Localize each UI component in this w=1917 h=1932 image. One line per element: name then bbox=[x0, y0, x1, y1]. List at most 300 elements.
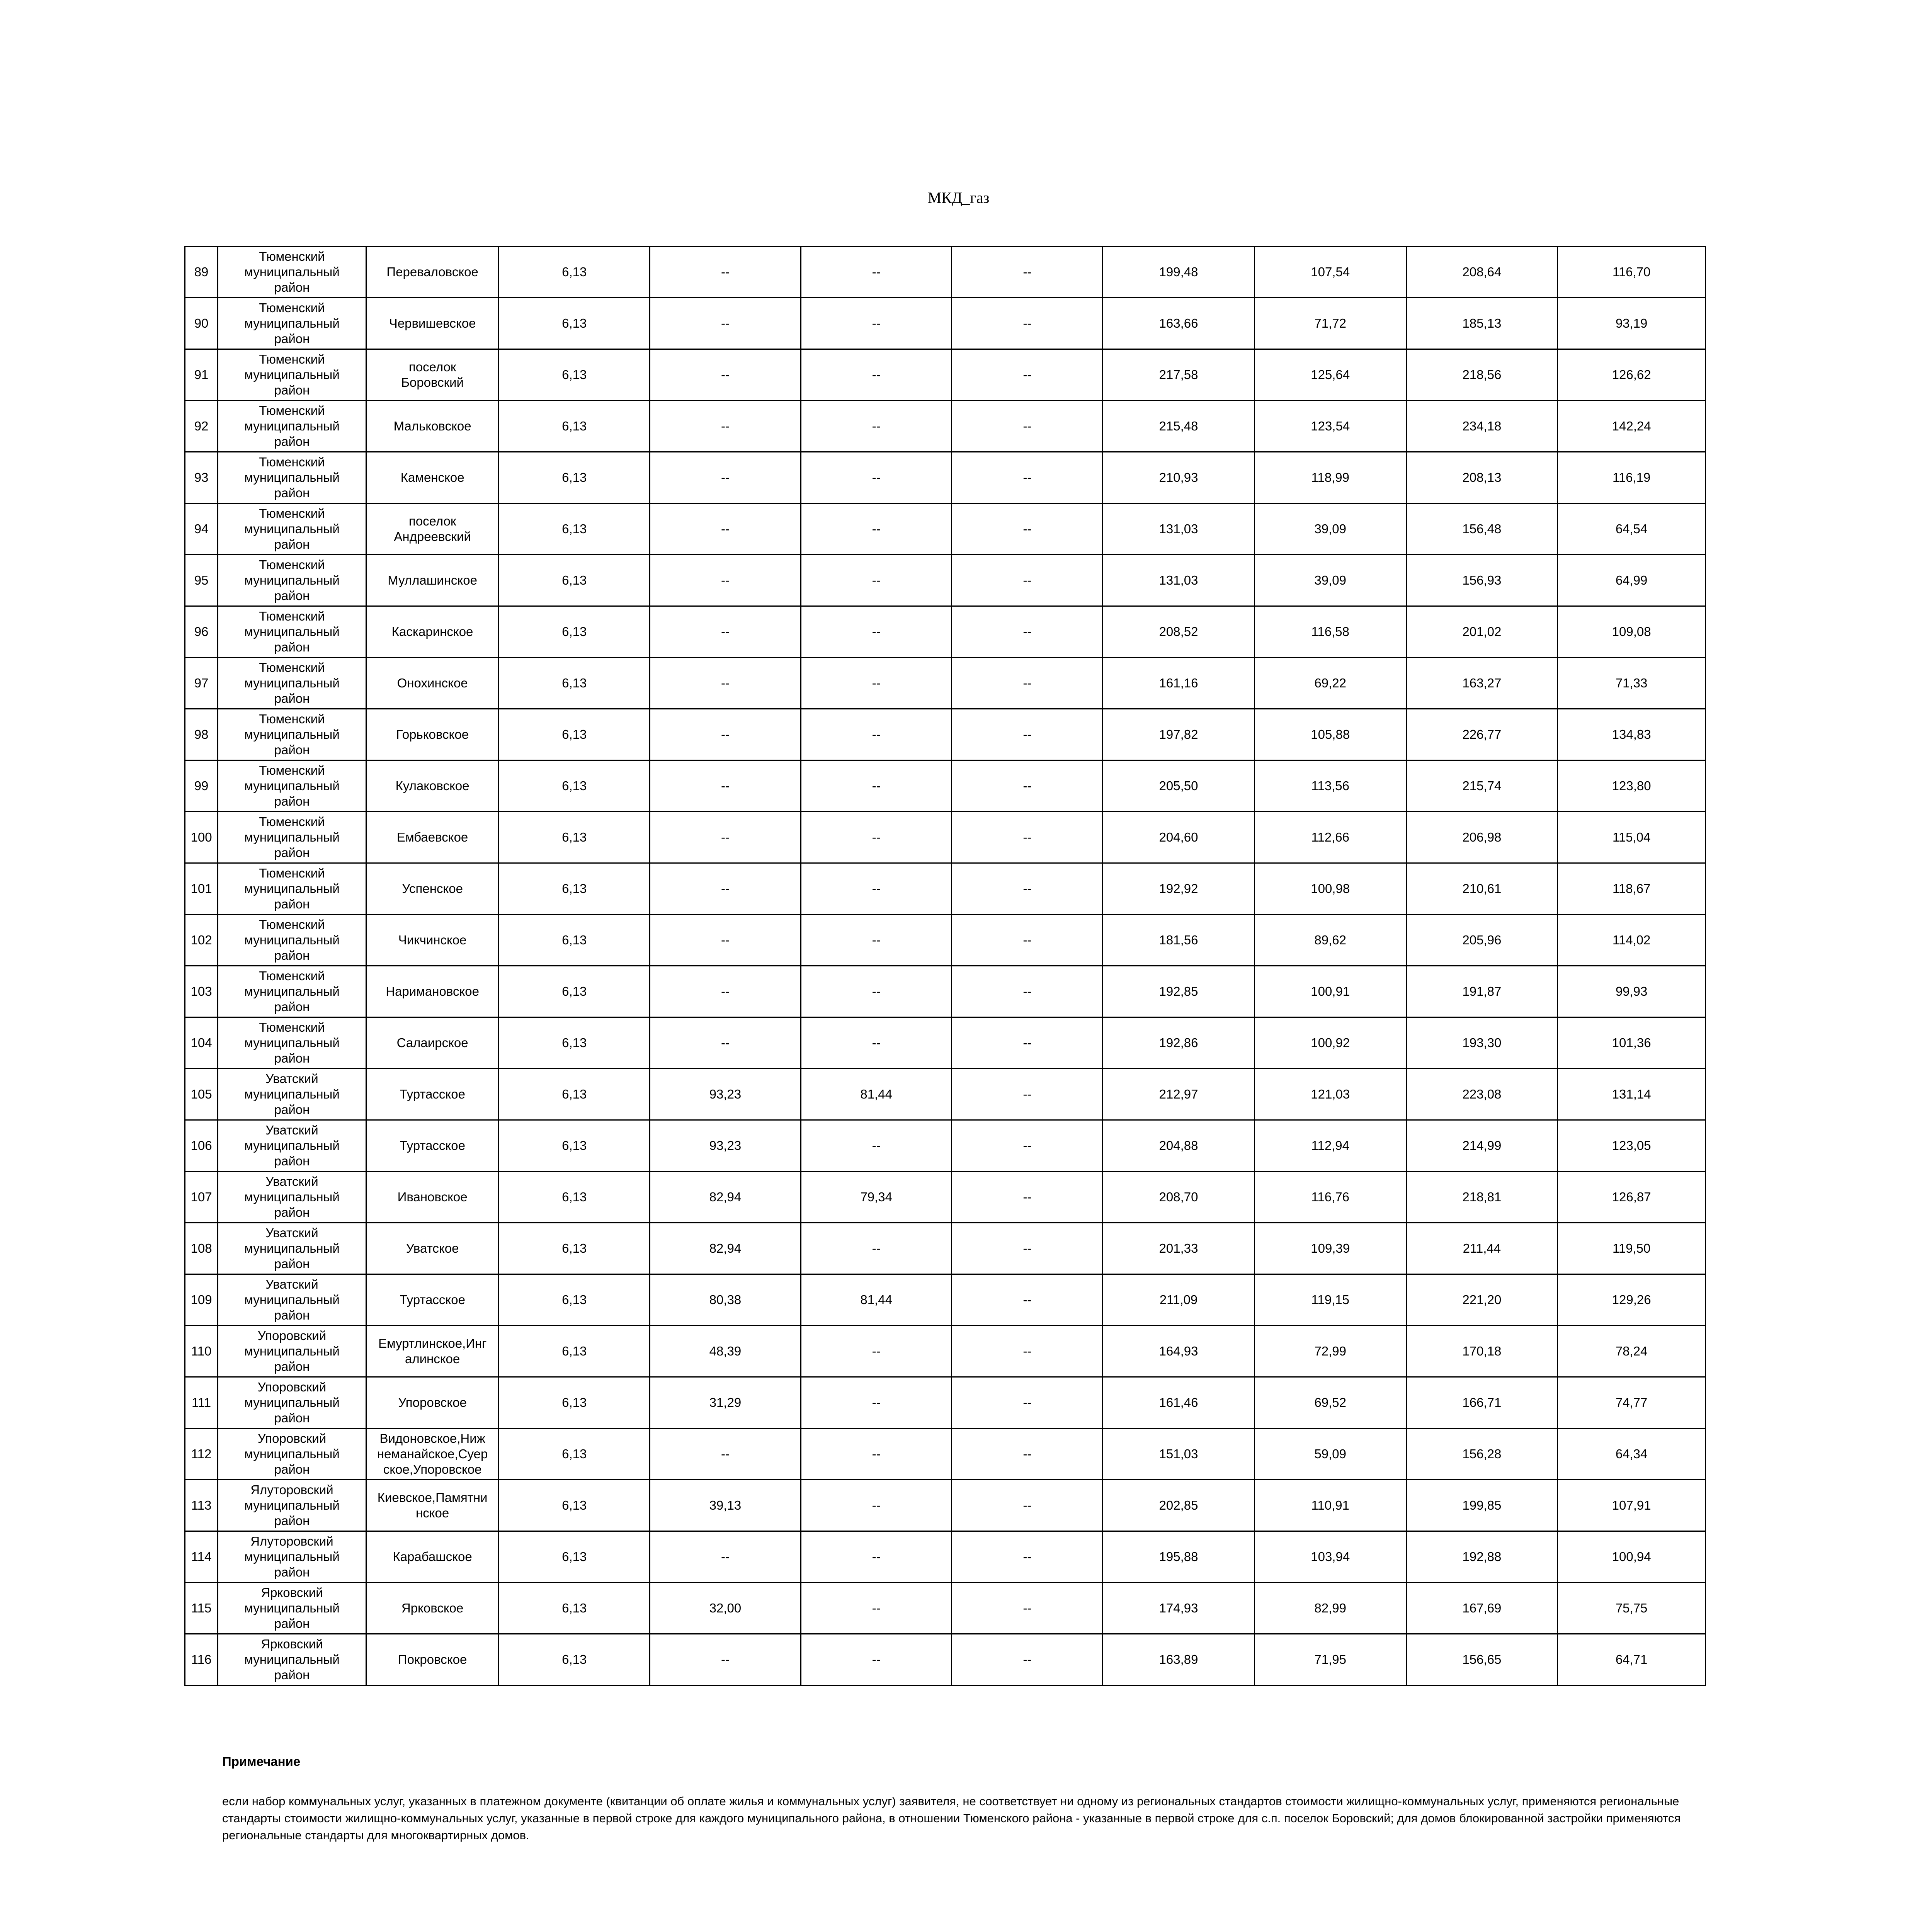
value-cell-8: 74,77 bbox=[1558, 1377, 1706, 1429]
value-cell-4: -- bbox=[952, 1120, 1103, 1172]
value-cell-8: 78,24 bbox=[1558, 1326, 1706, 1377]
value-cell-4: -- bbox=[952, 1017, 1103, 1069]
value-cell-4: -- bbox=[952, 760, 1103, 812]
value-cell-2: -- bbox=[650, 503, 801, 555]
settlement-cell: поселок Боровский bbox=[366, 349, 499, 401]
value-cell-7: 156,48 bbox=[1406, 503, 1558, 555]
table-row bbox=[185, 1634, 1706, 1685]
settlement-cell: Салаирское bbox=[366, 1017, 499, 1069]
value-cell-4: -- bbox=[952, 658, 1103, 709]
district-cell: Ялуторовский муниципальный район bbox=[218, 1480, 366, 1531]
table-row bbox=[185, 1223, 1706, 1274]
value-cell-2: 93,23 bbox=[650, 1120, 801, 1172]
value-cell-8: 71,33 bbox=[1558, 658, 1706, 709]
value-cell-4: -- bbox=[952, 349, 1103, 401]
value-cell-5: 163,89 bbox=[1103, 1634, 1255, 1685]
row-number-cell: 114 bbox=[185, 1531, 218, 1583]
value-cell-8: 64,34 bbox=[1558, 1429, 1706, 1480]
value-cell-7: 206,98 bbox=[1406, 812, 1558, 863]
value-cell-1: 6,13 bbox=[499, 1480, 650, 1531]
value-cell-8: 99,93 bbox=[1558, 966, 1706, 1017]
value-cell-3: -- bbox=[801, 1531, 952, 1583]
value-cell-2: 32,00 bbox=[650, 1583, 801, 1634]
table-row bbox=[185, 1429, 1706, 1480]
value-cell-1: 6,13 bbox=[499, 247, 650, 298]
settlement-cell: Каскаринское bbox=[366, 606, 499, 658]
value-cell-8: 115,04 bbox=[1558, 812, 1706, 863]
value-cell-3: -- bbox=[801, 863, 952, 915]
value-cell-3: -- bbox=[801, 606, 952, 658]
value-cell-6: 125,64 bbox=[1254, 349, 1406, 401]
table-row bbox=[185, 658, 1706, 709]
value-cell-7: 170,18 bbox=[1406, 1326, 1558, 1377]
value-cell-1: 6,13 bbox=[499, 1172, 650, 1223]
value-cell-4: -- bbox=[952, 401, 1103, 452]
value-cell-2: -- bbox=[650, 349, 801, 401]
value-cell-1: 6,13 bbox=[499, 1017, 650, 1069]
table-row bbox=[185, 247, 1706, 298]
table-row bbox=[185, 1120, 1706, 1172]
settlement-cell: Карабашское bbox=[366, 1531, 499, 1583]
value-cell-5: 161,16 bbox=[1103, 658, 1255, 709]
value-cell-5: 208,52 bbox=[1103, 606, 1255, 658]
value-cell-2: -- bbox=[650, 812, 801, 863]
value-cell-4: -- bbox=[952, 452, 1103, 503]
value-cell-1: 6,13 bbox=[499, 452, 650, 503]
value-cell-6: 119,15 bbox=[1254, 1274, 1406, 1326]
row-number-cell: 103 bbox=[185, 966, 218, 1017]
settlement-cell: Онохинское bbox=[366, 658, 499, 709]
district-cell: Тюменский муниципальный район bbox=[218, 709, 366, 760]
value-cell-5: 202,85 bbox=[1103, 1480, 1255, 1531]
settlement-cell: Мальковское bbox=[366, 401, 499, 452]
district-cell: Ярковский муниципальный район bbox=[218, 1583, 366, 1634]
table-row bbox=[185, 709, 1706, 760]
value-cell-2: -- bbox=[650, 452, 801, 503]
district-cell: Уватский муниципальный район bbox=[218, 1069, 366, 1120]
value-cell-8: 114,02 bbox=[1558, 915, 1706, 966]
table-row bbox=[185, 1531, 1706, 1583]
row-number-cell: 106 bbox=[185, 1120, 218, 1172]
value-cell-6: 105,88 bbox=[1254, 709, 1406, 760]
value-cell-5: 211,09 bbox=[1103, 1274, 1255, 1326]
settlement-cell: Ембаевское bbox=[366, 812, 499, 863]
value-cell-8: 123,80 bbox=[1558, 760, 1706, 812]
value-cell-6: 100,92 bbox=[1254, 1017, 1406, 1069]
value-cell-2: -- bbox=[650, 1634, 801, 1685]
row-number-cell: 108 bbox=[185, 1223, 218, 1274]
settlement-cell: Упоровское bbox=[366, 1377, 499, 1429]
value-cell-3: -- bbox=[801, 709, 952, 760]
value-cell-5: 215,48 bbox=[1103, 401, 1255, 452]
value-cell-4: -- bbox=[952, 1377, 1103, 1429]
table-row bbox=[185, 298, 1706, 349]
value-cell-5: 197,82 bbox=[1103, 709, 1255, 760]
value-cell-1: 6,13 bbox=[499, 1583, 650, 1634]
district-cell: Тюменский муниципальный район bbox=[218, 760, 366, 812]
value-cell-2: 48,39 bbox=[650, 1326, 801, 1377]
value-cell-3: -- bbox=[801, 915, 952, 966]
value-cell-6: 113,56 bbox=[1254, 760, 1406, 812]
row-number-cell: 116 bbox=[185, 1634, 218, 1685]
value-cell-2: 31,29 bbox=[650, 1377, 801, 1429]
value-cell-1: 6,13 bbox=[499, 1120, 650, 1172]
row-number-cell: 98 bbox=[185, 709, 218, 760]
value-cell-1: 6,13 bbox=[499, 760, 650, 812]
value-cell-5: 163,66 bbox=[1103, 298, 1255, 349]
district-cell: Ялуторовский муниципальный район bbox=[218, 1531, 366, 1583]
value-cell-6: 116,76 bbox=[1254, 1172, 1406, 1223]
value-cell-2: -- bbox=[650, 658, 801, 709]
value-cell-1: 6,13 bbox=[499, 863, 650, 915]
value-cell-1: 6,13 bbox=[499, 812, 650, 863]
value-cell-3: -- bbox=[801, 1634, 952, 1685]
table-row bbox=[185, 349, 1706, 401]
row-number-cell: 107 bbox=[185, 1172, 218, 1223]
value-cell-5: 151,03 bbox=[1103, 1429, 1255, 1480]
value-cell-1: 6,13 bbox=[499, 1069, 650, 1120]
value-cell-2: -- bbox=[650, 709, 801, 760]
value-cell-5: 217,58 bbox=[1103, 349, 1255, 401]
district-cell: Тюменский муниципальный район bbox=[218, 812, 366, 863]
value-cell-1: 6,13 bbox=[499, 658, 650, 709]
value-cell-7: 221,20 bbox=[1406, 1274, 1558, 1326]
value-cell-8: 131,14 bbox=[1558, 1069, 1706, 1120]
value-cell-7: 234,18 bbox=[1406, 401, 1558, 452]
value-cell-1: 6,13 bbox=[499, 555, 650, 606]
value-cell-3: -- bbox=[801, 452, 952, 503]
value-cell-7: 192,88 bbox=[1406, 1531, 1558, 1583]
value-cell-7: 185,13 bbox=[1406, 298, 1558, 349]
table-row bbox=[185, 606, 1706, 658]
value-cell-6: 39,09 bbox=[1254, 555, 1406, 606]
value-cell-3: -- bbox=[801, 401, 952, 452]
value-cell-1: 6,13 bbox=[499, 1223, 650, 1274]
value-cell-5: 192,86 bbox=[1103, 1017, 1255, 1069]
value-cell-7: 218,81 bbox=[1406, 1172, 1558, 1223]
value-cell-4: -- bbox=[952, 1480, 1103, 1531]
value-cell-8: 126,62 bbox=[1558, 349, 1706, 401]
standards-table bbox=[184, 246, 1706, 1686]
value-cell-7: 210,61 bbox=[1406, 863, 1558, 915]
value-cell-7: 223,08 bbox=[1406, 1069, 1558, 1120]
value-cell-3: -- bbox=[801, 1583, 952, 1634]
district-cell: Уватский муниципальный район bbox=[218, 1120, 366, 1172]
value-cell-3: 81,44 bbox=[801, 1274, 952, 1326]
value-cell-8: 142,24 bbox=[1558, 401, 1706, 452]
value-cell-6: 109,39 bbox=[1254, 1223, 1406, 1274]
settlement-cell: Покровское bbox=[366, 1634, 499, 1685]
value-cell-1: 6,13 bbox=[499, 503, 650, 555]
table-row bbox=[185, 503, 1706, 555]
table-row bbox=[185, 863, 1706, 915]
table-row bbox=[185, 452, 1706, 503]
value-cell-2: -- bbox=[650, 606, 801, 658]
value-cell-7: 166,71 bbox=[1406, 1377, 1558, 1429]
value-cell-1: 6,13 bbox=[499, 1429, 650, 1480]
row-number-cell: 102 bbox=[185, 915, 218, 966]
value-cell-4: -- bbox=[952, 1583, 1103, 1634]
value-cell-1: 6,13 bbox=[499, 349, 650, 401]
value-cell-6: 107,54 bbox=[1254, 247, 1406, 298]
row-number-cell: 96 bbox=[185, 606, 218, 658]
value-cell-5: 181,56 bbox=[1103, 915, 1255, 966]
settlement-cell: Кулаковское bbox=[366, 760, 499, 812]
value-cell-8: 109,08 bbox=[1558, 606, 1706, 658]
row-number-cell: 104 bbox=[185, 1017, 218, 1069]
settlement-cell: Туртасское bbox=[366, 1274, 499, 1326]
district-cell: Тюменский муниципальный район bbox=[218, 298, 366, 349]
value-cell-3: -- bbox=[801, 658, 952, 709]
value-cell-5: 192,92 bbox=[1103, 863, 1255, 915]
settlement-cell: Емуртлинское,Инг алинское bbox=[366, 1326, 499, 1377]
district-cell: Тюменский муниципальный район bbox=[218, 863, 366, 915]
table-row bbox=[185, 1017, 1706, 1069]
value-cell-2: -- bbox=[650, 298, 801, 349]
value-cell-5: 204,88 bbox=[1103, 1120, 1255, 1172]
value-cell-6: 100,98 bbox=[1254, 863, 1406, 915]
value-cell-1: 6,13 bbox=[499, 1274, 650, 1326]
value-cell-3: -- bbox=[801, 760, 952, 812]
value-cell-5: 212,97 bbox=[1103, 1069, 1255, 1120]
district-cell: Ярковский муниципальный район bbox=[218, 1634, 366, 1685]
value-cell-4: -- bbox=[952, 812, 1103, 863]
value-cell-7: 199,85 bbox=[1406, 1480, 1558, 1531]
value-cell-6: 72,99 bbox=[1254, 1326, 1406, 1377]
value-cell-3: -- bbox=[801, 1480, 952, 1531]
value-cell-6: 89,62 bbox=[1254, 915, 1406, 966]
table-row bbox=[185, 1583, 1706, 1634]
row-number-cell: 113 bbox=[185, 1480, 218, 1531]
value-cell-2: -- bbox=[650, 966, 801, 1017]
value-cell-3: -- bbox=[801, 298, 952, 349]
value-cell-2: -- bbox=[650, 1429, 801, 1480]
settlement-cell: Горьковское bbox=[366, 709, 499, 760]
value-cell-2: 80,38 bbox=[650, 1274, 801, 1326]
row-number-cell: 111 bbox=[185, 1377, 218, 1429]
value-cell-3: -- bbox=[801, 503, 952, 555]
table-row bbox=[185, 1172, 1706, 1223]
value-cell-8: 64,99 bbox=[1558, 555, 1706, 606]
row-number-cell: 93 bbox=[185, 452, 218, 503]
settlement-cell: Туртасское bbox=[366, 1120, 499, 1172]
value-cell-6: 100,91 bbox=[1254, 966, 1406, 1017]
value-cell-4: -- bbox=[952, 1634, 1103, 1685]
district-cell: Тюменский муниципальный район bbox=[218, 401, 366, 452]
value-cell-6: 103,94 bbox=[1254, 1531, 1406, 1583]
value-cell-8: 119,50 bbox=[1558, 1223, 1706, 1274]
value-cell-6: 69,22 bbox=[1254, 658, 1406, 709]
value-cell-2: -- bbox=[650, 401, 801, 452]
value-cell-6: 110,91 bbox=[1254, 1480, 1406, 1531]
value-cell-6: 71,95 bbox=[1254, 1634, 1406, 1685]
row-number-cell: 92 bbox=[185, 401, 218, 452]
value-cell-2: 93,23 bbox=[650, 1069, 801, 1120]
settlement-cell: Каменское bbox=[366, 452, 499, 503]
value-cell-5: 201,33 bbox=[1103, 1223, 1255, 1274]
table-row bbox=[185, 915, 1706, 966]
row-number-cell: 105 bbox=[185, 1069, 218, 1120]
value-cell-7: 211,44 bbox=[1406, 1223, 1558, 1274]
value-cell-1: 6,13 bbox=[499, 709, 650, 760]
row-number-cell: 94 bbox=[185, 503, 218, 555]
settlement-cell: поселок Андреевский bbox=[366, 503, 499, 555]
value-cell-6: 116,58 bbox=[1254, 606, 1406, 658]
settlement-cell: Наримановское bbox=[366, 966, 499, 1017]
table-row bbox=[185, 1326, 1706, 1377]
table-row bbox=[185, 555, 1706, 606]
value-cell-7: 156,28 bbox=[1406, 1429, 1558, 1480]
value-cell-3: -- bbox=[801, 1120, 952, 1172]
value-cell-4: -- bbox=[952, 247, 1103, 298]
value-cell-4: -- bbox=[952, 298, 1103, 349]
value-cell-2: -- bbox=[650, 863, 801, 915]
value-cell-6: 69,52 bbox=[1254, 1377, 1406, 1429]
district-cell: Тюменский муниципальный район bbox=[218, 503, 366, 555]
district-cell: Тюменский муниципальный район bbox=[218, 606, 366, 658]
table-row bbox=[185, 812, 1706, 863]
settlement-cell: Муллашинское bbox=[366, 555, 499, 606]
value-cell-7: 156,65 bbox=[1406, 1634, 1558, 1685]
value-cell-7: 193,30 bbox=[1406, 1017, 1558, 1069]
row-number-cell: 91 bbox=[185, 349, 218, 401]
value-cell-4: -- bbox=[952, 1274, 1103, 1326]
value-cell-4: -- bbox=[952, 915, 1103, 966]
value-cell-4: -- bbox=[952, 966, 1103, 1017]
value-cell-1: 6,13 bbox=[499, 966, 650, 1017]
value-cell-1: 6,13 bbox=[499, 915, 650, 966]
value-cell-6: 82,99 bbox=[1254, 1583, 1406, 1634]
settlement-cell: Переваловское bbox=[366, 247, 499, 298]
row-number-cell: 115 bbox=[185, 1583, 218, 1634]
value-cell-1: 6,13 bbox=[499, 298, 650, 349]
district-cell: Уватский муниципальный район bbox=[218, 1274, 366, 1326]
row-number-cell: 101 bbox=[185, 863, 218, 915]
district-cell: Тюменский муниципальный район bbox=[218, 1017, 366, 1069]
district-cell: Упоровский муниципальный район bbox=[218, 1326, 366, 1377]
value-cell-6: 59,09 bbox=[1254, 1429, 1406, 1480]
value-cell-5: 174,93 bbox=[1103, 1583, 1255, 1634]
value-cell-6: 121,03 bbox=[1254, 1069, 1406, 1120]
value-cell-3: 81,44 bbox=[801, 1069, 952, 1120]
table-row bbox=[185, 1274, 1706, 1326]
value-cell-5: 164,93 bbox=[1103, 1326, 1255, 1377]
row-number-cell: 100 bbox=[185, 812, 218, 863]
value-cell-1: 6,13 bbox=[499, 1531, 650, 1583]
value-cell-8: 100,94 bbox=[1558, 1531, 1706, 1583]
value-cell-4: -- bbox=[952, 1172, 1103, 1223]
district-cell: Упоровский муниципальный район bbox=[218, 1377, 366, 1429]
value-cell-7: 215,74 bbox=[1406, 760, 1558, 812]
note-title: Примечание bbox=[222, 1754, 301, 1769]
value-cell-6: 71,72 bbox=[1254, 298, 1406, 349]
district-cell: Тюменский муниципальный район bbox=[218, 915, 366, 966]
value-cell-2: -- bbox=[650, 1017, 801, 1069]
value-cell-7: 226,77 bbox=[1406, 709, 1558, 760]
district-cell: Тюменский муниципальный район bbox=[218, 247, 366, 298]
value-cell-3: -- bbox=[801, 349, 952, 401]
district-cell: Тюменский муниципальный район bbox=[218, 966, 366, 1017]
district-cell: Тюменский муниципальный район bbox=[218, 555, 366, 606]
table-row bbox=[185, 966, 1706, 1017]
table-row bbox=[185, 401, 1706, 452]
value-cell-2: 82,94 bbox=[650, 1172, 801, 1223]
value-cell-5: 210,93 bbox=[1103, 452, 1255, 503]
value-cell-4: -- bbox=[952, 555, 1103, 606]
value-cell-3: -- bbox=[801, 1017, 952, 1069]
value-cell-2: -- bbox=[650, 915, 801, 966]
value-cell-8: 75,75 bbox=[1558, 1583, 1706, 1634]
settlement-cell: Ивановское bbox=[366, 1172, 499, 1223]
value-cell-4: -- bbox=[952, 709, 1103, 760]
table-row bbox=[185, 1069, 1706, 1120]
value-cell-6: 123,54 bbox=[1254, 401, 1406, 452]
value-cell-6: 112,94 bbox=[1254, 1120, 1406, 1172]
value-cell-8: 64,71 bbox=[1558, 1634, 1706, 1685]
value-cell-5: 161,46 bbox=[1103, 1377, 1255, 1429]
value-cell-7: 156,93 bbox=[1406, 555, 1558, 606]
value-cell-6: 112,66 bbox=[1254, 812, 1406, 863]
value-cell-8: 123,05 bbox=[1558, 1120, 1706, 1172]
row-number-cell: 99 bbox=[185, 760, 218, 812]
settlement-cell: Ярковское bbox=[366, 1583, 499, 1634]
value-cell-4: -- bbox=[952, 1429, 1103, 1480]
value-cell-4: -- bbox=[952, 1223, 1103, 1274]
value-cell-2: -- bbox=[650, 247, 801, 298]
value-cell-7: 201,02 bbox=[1406, 606, 1558, 658]
value-cell-2: -- bbox=[650, 555, 801, 606]
value-cell-5: 199,48 bbox=[1103, 247, 1255, 298]
value-cell-7: 214,99 bbox=[1406, 1120, 1558, 1172]
value-cell-4: -- bbox=[952, 1069, 1103, 1120]
value-cell-2: -- bbox=[650, 1531, 801, 1583]
table-row bbox=[185, 1377, 1706, 1429]
district-cell: Тюменский муниципальный район bbox=[218, 658, 366, 709]
row-number-cell: 110 bbox=[185, 1326, 218, 1377]
note-text: если набор коммунальных услуг, указанных в платежном документе (квитанции об оплате жилья и коммунальных услуг) заявителя, не соответствует ни одному из региональных стандартов стоимости жилищно-коммунальных услуг, применяются региональные стандарты стоимости жилищно-коммунальных услуг, указанные в первой строке для каждого муниципального района, в отношении Тюменского района - указанные в первой строке для с.п. поселок Боровский; для домов блокированной застройки применяются региональные стандарты для многоквартирных домов. bbox=[222, 1794, 1681, 1842]
value-cell-8: 64,54 bbox=[1558, 503, 1706, 555]
value-cell-6: 39,09 bbox=[1254, 503, 1406, 555]
row-number-cell: 109 bbox=[185, 1274, 218, 1326]
value-cell-7: 163,27 bbox=[1406, 658, 1558, 709]
value-cell-8: 93,19 bbox=[1558, 298, 1706, 349]
settlement-cell: Успенское bbox=[366, 863, 499, 915]
value-cell-7: 205,96 bbox=[1406, 915, 1558, 966]
value-cell-7: 208,64 bbox=[1406, 247, 1558, 298]
value-cell-3: -- bbox=[801, 1223, 952, 1274]
value-cell-5: 204,60 bbox=[1103, 812, 1255, 863]
row-number-cell: 95 bbox=[185, 555, 218, 606]
value-cell-8: 107,91 bbox=[1558, 1480, 1706, 1531]
value-cell-1: 6,13 bbox=[499, 606, 650, 658]
settlement-cell: Уватское bbox=[366, 1223, 499, 1274]
value-cell-7: 167,69 bbox=[1406, 1583, 1558, 1634]
value-cell-3: 79,34 bbox=[801, 1172, 952, 1223]
value-cell-1: 6,13 bbox=[499, 1377, 650, 1429]
value-cell-7: 218,56 bbox=[1406, 349, 1558, 401]
value-cell-5: 192,85 bbox=[1103, 966, 1255, 1017]
value-cell-3: -- bbox=[801, 966, 952, 1017]
value-cell-8: 126,87 bbox=[1558, 1172, 1706, 1223]
district-cell: Уватский муниципальный район bbox=[218, 1223, 366, 1274]
page-header-title: МКД_газ bbox=[927, 189, 990, 206]
district-cell: Уватский муниципальный район bbox=[218, 1172, 366, 1223]
value-cell-5: 131,03 bbox=[1103, 555, 1255, 606]
value-cell-3: -- bbox=[801, 812, 952, 863]
value-cell-8: 101,36 bbox=[1558, 1017, 1706, 1069]
table-body bbox=[185, 247, 1706, 1685]
value-cell-5: 195,88 bbox=[1103, 1531, 1255, 1583]
